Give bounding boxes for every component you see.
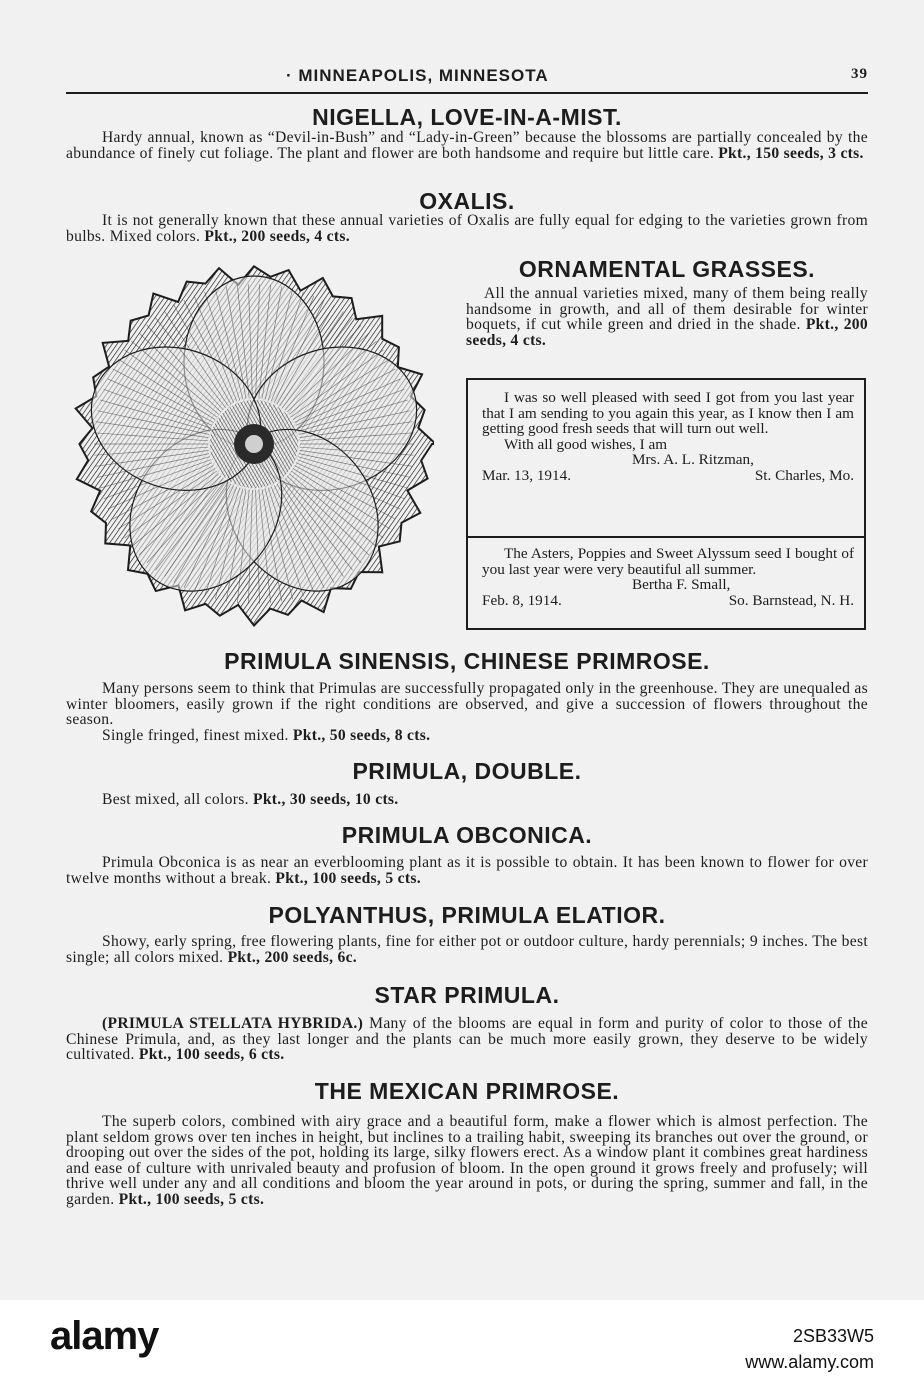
section-title-oxalis: OXALIS. (419, 188, 515, 214)
section-body-star-primula: (PRIMULA STELLATA HYBRIDA.) Many of the blooms are equal in form and purity of color to those of the Chinese Primula, and, as they last longer and the plants can be much more easily grown, they deserve to be widely cultivated. Pkt., 100 seeds, 6 cts. (66, 1015, 869, 1064)
testimonial-1 (482, 390, 854, 483)
section-title-primula-sinensis: PRIMULA SINENSIS, CHINESE PRIMROSE. (224, 648, 710, 674)
testimonial-1-text: I was so well pleased with seed I got from you last year that I am sending to you again this year, as I know then I am getting good fresh seeds that will turn out well. (482, 389, 854, 437)
section-body-polyanthus: Showy, early spring, free flowering plants, fine for either pot or outdoor culture, hardy perennials; 9 inches. The best single; all colors mixed. Pkt., 200 seeds, 6c. (66, 933, 868, 966)
section-title-polyanthus: POLYANTHUS, PRIMULA ELATIOR. (268, 902, 666, 928)
running-head (66, 66, 868, 88)
testimonial-1-date: Mar. 13, 1914. (482, 466, 572, 484)
section-body-mexican-primrose: The superb colors, combined with airy grace and a beautiful form, make a flower which is almost perfection. The plant seldom grows over ten inches in height, but inclines to a trailing habit, sweeping its branches out over the ground, or drooping out over the sides of the pot, holding its large, silky flowers erect. As a window plant it combines great hardiness and ease of culture with unrivaled beauty and profusion of bloom. In the open ground it grows freely and profusely; will thrive well under any and all conditions and bloom the year around in pots, or during the spring, summer and fall, in the garden. Pkt., 100 seeds, 5 cts. (66, 1113, 868, 1208)
stock-footer (0, 1300, 924, 1390)
testimonial-2-date: Feb. 8, 1914. (482, 591, 562, 609)
section-body-primula-sinensis: Many persons seem to think that Primulas are successfully propagated only in the greenhouse. They are unequaled as winter bloomers, easily grown if the right conditions are observed, and give a succession of flowers throughout the season. Single fringed, finest mixed. Pkt., 50 seeds, 8 cts. (66, 680, 868, 744)
section-title-primula-double: PRIMULA, DOUBLE. (352, 758, 582, 784)
section-title-primula-obconica: PRIMULA OBCONICA. (341, 822, 593, 848)
section-body-oxalis: It is not generally known that these annual varieties of Oxalis are fully equal for edging to the varieties grown from bulbs. Mixed colors. Pkt., 200 seeds, 4 cts. (66, 212, 868, 245)
section-body-nigella: Hardy annual, known as “Devil-in-Bush” and “Lady-in-Green” because the blossoms are partially concealed by the abundance of finely cut foliage. The plant and flower are both handsome and require but little care. Pkt., 150 seeds, 3 cts. (66, 129, 868, 162)
section-body-primula-obconica: Primula Obconica is as near an everblooming plant as it is possible to obtain. It has been known to flower for over twelve months without a break. Pkt., 100 seeds, 5 cts. (66, 854, 868, 887)
section-body-grasses: All the annual varieties mixed, many of them being really handsome in growth, and all of them desirable for winter boquets, if cut while green and dried in the shade. Pkt., 200 seeds, 4 cts. (466, 285, 868, 349)
image-id: 2SB33W5 (792, 1326, 874, 1346)
testimonial-1-place: St. Charles, Mo. (754, 466, 854, 484)
testimonial-1-closing: With all good wishes, I am (504, 435, 668, 453)
price-nigella: Pkt., 150 seeds, 3 cts. (718, 144, 864, 162)
price-star-primula: Pkt., 100 seeds, 6 cts. (138, 1046, 285, 1064)
price-grasses: Pkt., 200 seeds, 4 cts. (466, 316, 868, 349)
testimonial-2-place: So. Barnstead, N. H. (728, 591, 854, 609)
header-rule (66, 92, 868, 94)
section-title-mexican-primrose: THE MEXICAN PRIMROSE. (314, 1078, 620, 1104)
testimonial-2-signature: Bertha F. Small, (632, 576, 731, 593)
running-head-title: · MINNEAPOLIS, MINNESOTA (286, 66, 549, 85)
testimonial-divider (468, 536, 864, 538)
section-title-star-primula: STAR PRIMULA. (374, 982, 560, 1008)
section-title-grasses: ORNAMENTAL GRASSES. (518, 256, 816, 282)
testimonials-box (466, 378, 866, 630)
alamy-logo: alamy (50, 1314, 159, 1358)
testimonial-2 (482, 546, 854, 608)
price-oxalis: Pkt., 200 seeds, 4 cts. (204, 227, 350, 245)
section-body-primula-double: Best mixed, all colors. Pkt., 30 seeds, 10 cts. (102, 791, 399, 808)
price-mexican-primrose: Pkt., 100 seeds, 5 cts. (118, 1190, 265, 1208)
star-primula-latin-name: (PRIMULA STELLATA HYBRIDA.) (102, 1015, 364, 1032)
price-primula-obconica: Pkt., 100 seeds, 5 cts. (275, 869, 421, 887)
testimonial-2-text: The Asters, Poppies and Sweet Alyssum seed I bought of you last year were very beautiful all summer. (482, 545, 854, 578)
page-number: 39 (851, 66, 868, 82)
price-primula-sinensis: Pkt., 50 seeds, 8 cts. (292, 726, 431, 744)
testimonial-1-signature: Mrs. A. L. Ritzman, (632, 451, 754, 468)
price-primula-double: Pkt., 30 seeds, 10 cts. (253, 791, 399, 808)
price-polyanthus: Pkt., 200 seeds, 6c. (227, 948, 358, 966)
section-title-nigella: NIGELLA, LOVE-IN-A-MIST. (312, 104, 622, 130)
site-url: www.alamy.com (745, 1352, 874, 1372)
primrose-engraving (66, 256, 434, 632)
